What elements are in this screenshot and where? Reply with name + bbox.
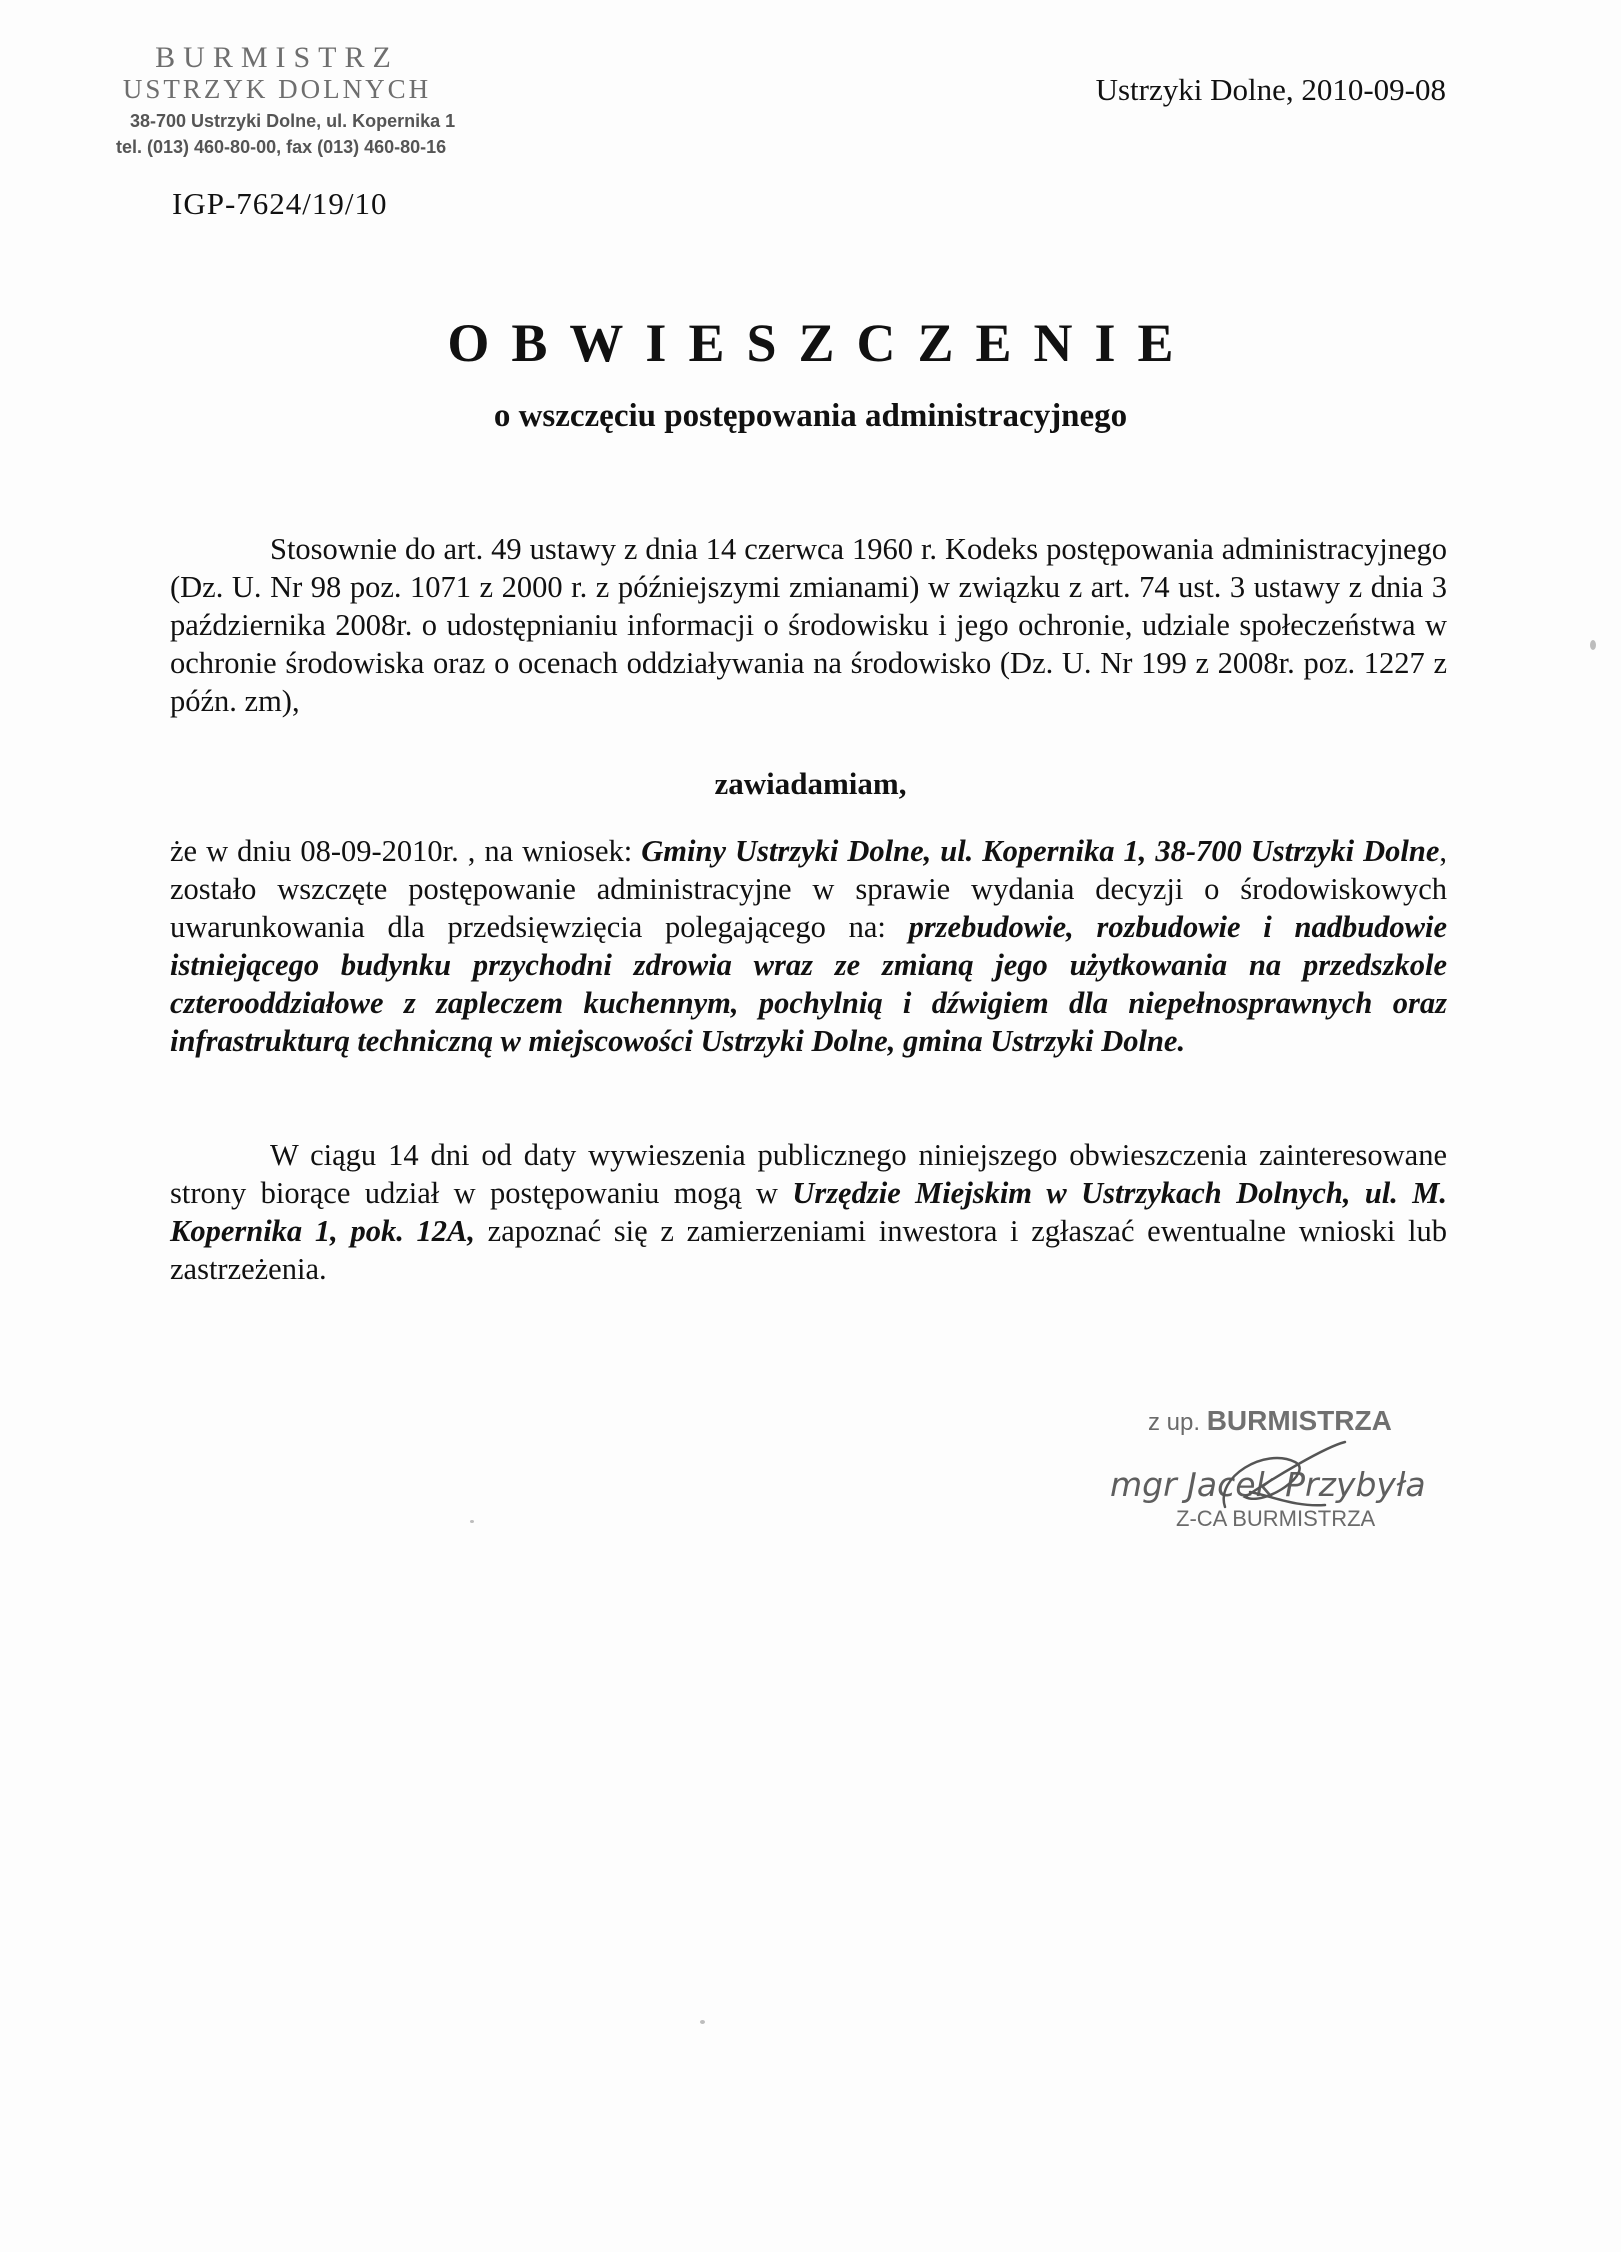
inspection-tail: zapoznać się z zamierzeniami inwestora i zgłaszać ewentualne wnioski lub zastrzeżenia. xyxy=(170,1214,1448,1286)
applicant-name: Gminy Ustrzyki Dolne, ul. Kopernika 1, 38-700 Ustrzyki Dolne xyxy=(641,834,1440,868)
scan-speck xyxy=(470,1520,474,1523)
announcement-word: zawiadamiam, xyxy=(714,766,907,801)
document-title: OBWIESZCZENIE xyxy=(447,313,1196,373)
inspection-lead: W ciągu 14 dni od daty wywieszenia publicznego niniejszego obwieszczenia zainteresowane strony biorące udział w postępowaniu mogą w xyxy=(170,1138,1447,1210)
document-subtitle: o wszczęciu postępowania administracyjnego xyxy=(493,398,1128,434)
signature-block xyxy=(1110,1405,1470,1532)
office-location: Urzędzie Miejskim w Ustrzykach Dolnych, ul. M. Kopernika 1, pok. 12A, xyxy=(170,1176,1447,1248)
notice-middle: , zostało wszczęte postępowanie administracyjne w sprawie wydania decyzji o środowiskowych uwarunkowania dla przedsięwzięcia polegającego na: xyxy=(170,834,1447,944)
signature-prefix: z up. xyxy=(1148,1409,1201,1436)
scan-speck xyxy=(700,2020,705,2024)
inspection-paragraph xyxy=(170,1136,1447,1288)
stamp-address: 38-700 Ustrzyki Dolne, ul. Kopernika 1 xyxy=(130,111,456,131)
signatory-name: mgr Jacek Przybyła xyxy=(1110,1465,1426,1504)
office-stamp xyxy=(112,42,492,160)
stamp-phone: tel. (013) 460-80-00, fax (013) 460-80-16 xyxy=(116,137,447,157)
stamp-subtitle: USTRZYK DOLNYCH xyxy=(122,74,432,104)
scan-speck xyxy=(1590,640,1596,650)
signatory-title: Z-CA BURMISTRZA xyxy=(1176,1506,1376,1531)
signature-authority xyxy=(1148,1405,1470,1437)
notice-lead: że w dniu 08-09-2010r. , na wniosek: xyxy=(170,834,642,868)
handwritten-signature xyxy=(1205,1437,1355,1527)
signature-role: BURMISTRZA xyxy=(1206,1405,1392,1436)
stamp-title: BURMISTRZ xyxy=(155,41,399,74)
notice-paragraph xyxy=(170,832,1447,1060)
reference-number: IGP-7624/19/10 xyxy=(172,186,388,221)
place-and-date: Ustrzyki Dolne, 2010-09-08 xyxy=(1095,72,1446,107)
project-description: przebudowie, rozbudowie i nadbudowie istniejącego budynku przychodni zdrowia wraz ze zmianą jego użytkowania na przedszkole czterooddziałowe z zapleczem kuchennym, pochylnią i dźwigiem dla niepełnosprawnych oraz infrastrukturą techniczną w miejscowości Ustrzyki Dolne, gmina Ustrzyki Dolne. xyxy=(170,910,1448,1058)
legal-basis-paragraph: Stosownie do art. 49 ustawy z dnia 14 czerwca 1960 r. Kodeks postępowania administracyjnego (Dz. U. Nr 98 poz. 1071 z 2000 r. z późniejszymi zmianami) w związku z art. 74 ust. 3 ustawy z dnia 3 października 2008r. o udostępnianiu informacji o środowisku i jego ochronie, udziale społeczeństwa w ochronie środowiska oraz o ocenach oddziaływania na środowisko (Dz. U. Nr 199 z 2008r. poz. 1227 z późn. zm), xyxy=(170,532,1447,718)
